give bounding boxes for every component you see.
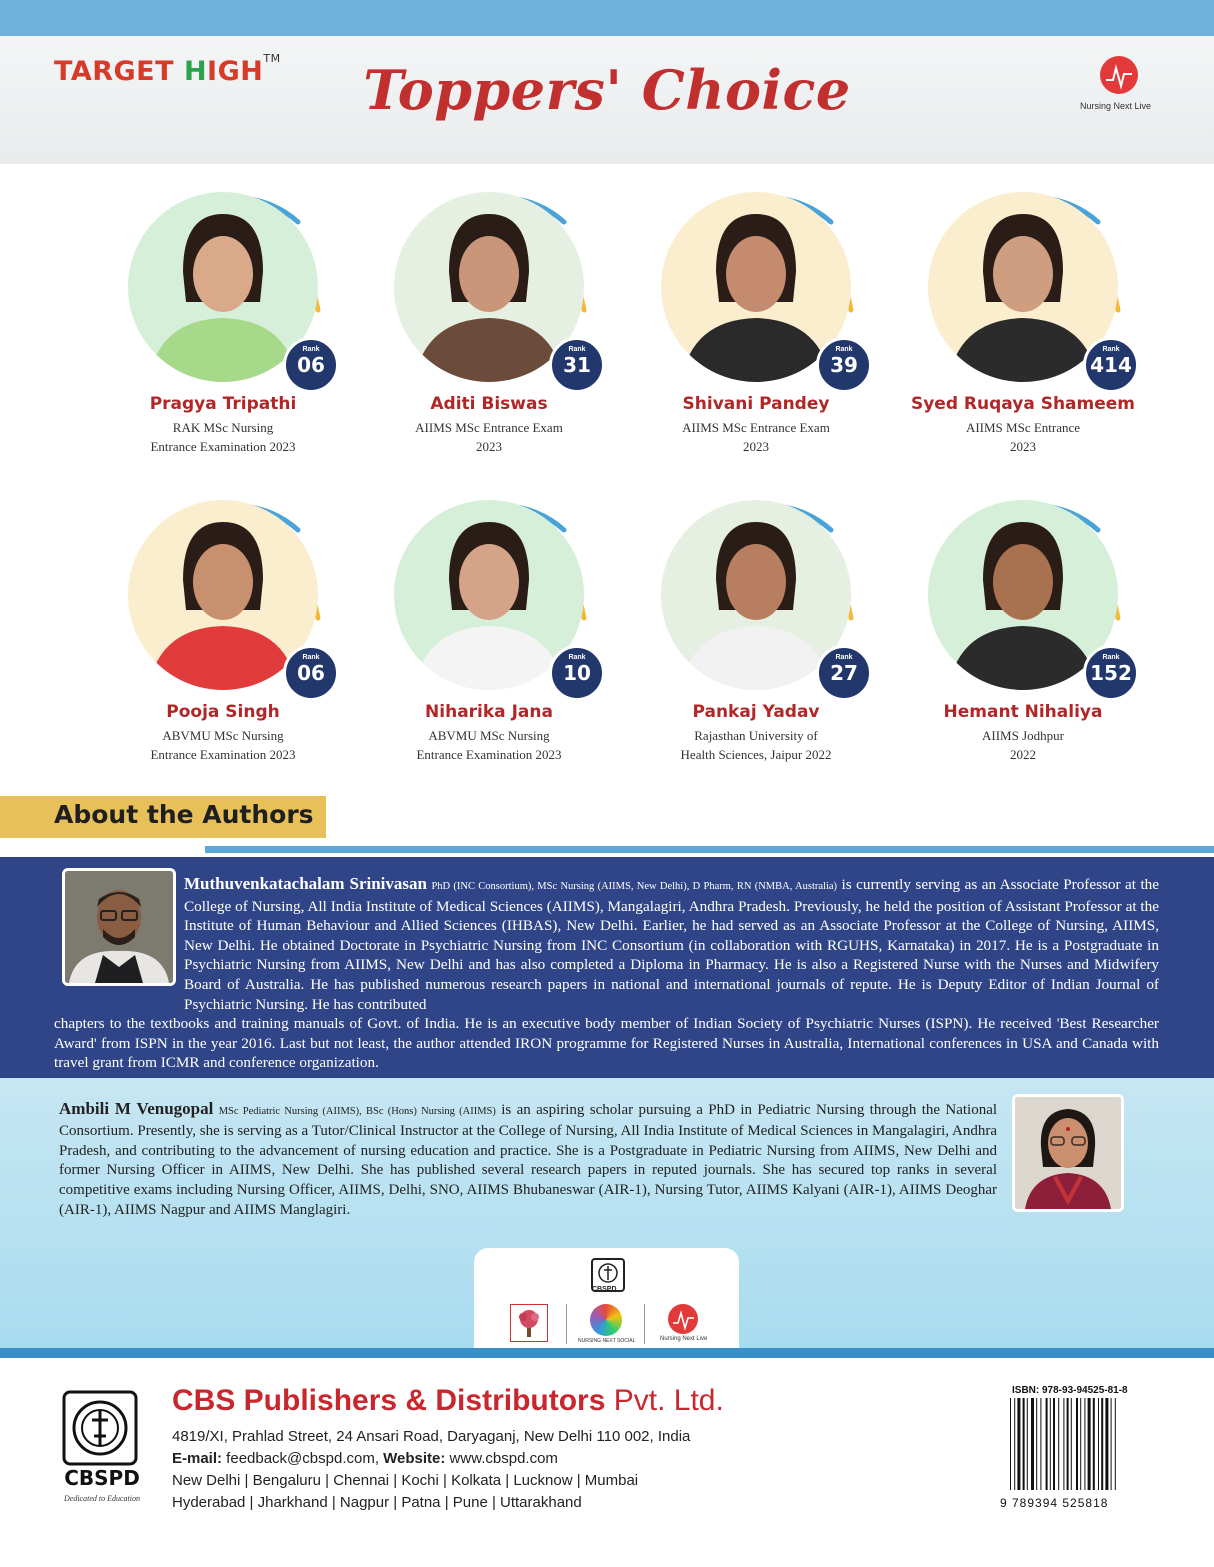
topper-exam-line2: Entrance Examination 2023 [150,439,296,454]
section-rule [205,846,1214,853]
topper-exam-line1: ABVMU MSc Nursing [428,728,550,743]
cbspd-logo-icon [62,1390,138,1466]
barcode-bar [1084,1398,1085,1490]
topper-exam-line2: 2023 [476,439,502,454]
barcode-bar [1080,1398,1081,1490]
topper-name: Pragya Tripathi [149,394,297,414]
cbspd-logo-text: CBSPD [64,1466,140,1490]
barcode-bar [1115,1398,1116,1490]
barcode-bar [1063,1398,1064,1490]
barcode-digits: 9 789394 525818 [1000,1496,1109,1510]
rank-label: Rank [568,654,586,661]
logo-text-igh: IGH [207,56,264,87]
barcode-bar [1111,1398,1112,1490]
barcode-bar [1105,1398,1108,1490]
rank-label: Rank [835,346,853,353]
topper-exam-line2: Entrance Examination 2023 [416,747,562,762]
topper-name: Syed Ruqaya Shameem [910,394,1136,414]
author2-credentials: MSc Pediatric Nursing (AIIMS), BSc (Hons) Nursing (AIIMS) [218,1106,496,1117]
rank-badge [1083,337,1139,393]
rank-value: 152 [1090,661,1132,685]
rank-label: Rank [302,346,320,353]
barcode-bar [1010,1398,1011,1490]
tree-logo-icon [510,1304,548,1342]
about-title: About the Authors [54,800,314,829]
topper-exam-line1: AIIMS MSc Entrance Exam [415,420,563,435]
topper-exam-line2: 2023 [743,439,769,454]
page-title: Toppers' Choice [363,58,851,122]
barcode-bar [1093,1398,1095,1490]
nursing-next-live-text: Nursing Next Live [1080,101,1152,111]
cities-line-1: New Delhi | Bengaluru | Chennai | Kochi | Kolkata | Lucknow | Mumbai [172,1472,639,1489]
rank-value: 10 [563,661,591,685]
rank-label: Rank [1102,346,1120,353]
topper-name: Hemant Nihaliya [943,702,1103,722]
rank-label: Rank [302,654,320,661]
barcode-bar [1040,1398,1041,1490]
trademark: TM [263,52,281,65]
logo-divider [566,1304,567,1344]
partner-logos-card [474,1248,739,1354]
barcode-bar [1098,1398,1099,1490]
rank-badge [1083,645,1139,701]
author1-bio [184,874,1159,1014]
topper-exam-line1: Rajasthan University of [694,728,818,743]
barcode-bar [1017,1398,1020,1490]
author1-name: Muthuvenkatachalam Srinivasan [184,874,427,893]
publisher-address: 4819/XI, Prahlad Street, 24 Ansari Road, Daryaganj, New Delhi 110 002, India [172,1428,691,1445]
topper-exam-line1: AIIMS MSc Entrance Exam [682,420,830,435]
topper-name: Aditi Biswas [430,394,548,414]
barcode-bar [1031,1398,1034,1490]
topper-exam-line2: 2022 [1010,747,1036,762]
rank-badge [816,337,872,393]
nursing-next-live-logo [1100,56,1138,94]
author2-bio [59,1099,997,1221]
nursing-next-social-label: NURSING NEXT SOCIAL [578,1338,636,1344]
rank-badge [283,645,339,701]
logo-text-h: H [183,56,208,87]
topper-name: Pankaj Yadav [692,702,820,722]
rank-value: 31 [563,353,591,377]
author2-photo [1012,1094,1124,1212]
barcode-bar [1046,1398,1048,1490]
footer-rule [0,1348,1214,1358]
rank-label: Rank [568,346,586,353]
nursing-next-social-icon [590,1304,622,1336]
barcode-bar [1058,1398,1059,1490]
barcode [1008,1398,1143,1494]
barcode-bar [1023,1398,1025,1490]
rank-badge [816,645,872,701]
author1-photo [62,868,176,986]
publisher-name-suffix: Pvt. Ltd. [605,1384,724,1417]
topper-exam-line1: AIIMS MSc Entrance [965,420,1081,435]
author2-name: Ambili M Venugopal [59,1099,214,1118]
publisher-contact [172,1450,558,1467]
rank-value: 27 [830,661,858,685]
isbn-label: ISBN: 978-93-94525-81-8 [1012,1385,1128,1396]
topper-exam-line1: AIIMS Jodhpur [982,728,1064,743]
email-value: feedback@cbspd.com, [222,1450,384,1467]
cities-line-2: Hyderabad | Jharkhand | Nagpur | Patna | Pune | Uttarakhand [172,1494,582,1511]
barcode-bar [1071,1398,1072,1490]
rank-value: 39 [830,353,858,377]
logo-text-target: TARGET [54,56,184,87]
barcode-bar [1036,1398,1037,1490]
topper-exam-line2: Entrance Examination 2023 [150,747,296,762]
author1-bio-text: is currently serving as an Associate Professor at the College of Nursing, All India Institute of Medical Sciences (AIIMS), Mangalagiri, Andhra Pradesh. Previously, he held the position of Assistant Professor at the Institute of Human Behaviour and Allied Sciences (IHBAS), New Delhi. Earlier, he had served as an Associate Professor at the College of Nursing, AIIMS, New Delhi. He obtained Doctorate in Psychiatric Nursing from INC Consortium (in collaboration with RGUHS, Karnataka) in 2017. He is a Postgraduate in Psychiatric Nursing from AIIMS, New Delhi and has also completed a Diploma in Pharmacy. He is also a Registered Nurse with the Nurses and Midwifery Board of Australia. He has published numerous research papers in national and international journals of repute. He is Deputy Editor of Indian Journal of Psychiatric Nursing. He has contributed [184,876,1160,1013]
nursing-next-live-small-label: Nursing Next Live [660,1336,708,1342]
barcode-bar [1088,1398,1091,1490]
rank-badge [549,337,605,393]
barcode-bar [1076,1398,1078,1490]
barcode-bar [1050,1398,1051,1490]
publisher-name-bold: CBS Publishers & Distributors [172,1384,606,1417]
rank-badge [283,337,339,393]
topper-exam-line1: ABVMU MSc Nursing [162,728,284,743]
barcode-bar [1067,1398,1069,1490]
rank-label: Rank [1102,654,1120,661]
website-value: www.cbspd.com [445,1450,558,1467]
topper-exam-line2: 2023 [1010,439,1036,454]
website-label: Website: [383,1450,446,1467]
author1-credentials: PhD (INC Consortium), MSc Nursing (AIIMS, New Delhi), D Pharm, RN (NMBA, Australia) [431,881,838,892]
rank-value: 06 [297,353,325,377]
author1-bio-continued: chapters to the textbooks and training manuals of Govt. of India. He is an executive body member of Indian Society of Psychiatric Nurses (ISPN). He received 'Best Researcher Award' from ISPN in the year 2016. Last but not least, the author attended IRON programme for Registered Nurses in Australia, International conferences in USA and Canada with travel grant from ICMR and conference organization. [54,1015,1159,1072]
publisher-name [172,1384,724,1418]
rank-value: 06 [297,661,325,685]
rank-label: Rank [835,654,853,661]
topper-exam-line1: RAK MSc Nursing [172,420,274,435]
topper-name: Shivani Pandey [682,394,830,414]
rank-value: 414 [1090,353,1132,377]
logo-divider [644,1304,645,1344]
topper-exam-line2: Health Sciences, Jaipur 2022 [680,747,832,762]
top-color-bar [0,0,1214,36]
nursing-next-live-small-icon [668,1304,698,1334]
cbspd-tagline: Dedicated to Education [64,1494,140,1503]
barcode-bar [1101,1398,1103,1490]
email-label: E-mail: [172,1450,223,1467]
barcode-bar [1014,1398,1015,1490]
barcode-bar [1053,1398,1055,1490]
topper-name: Niharika Jana [425,702,553,722]
topper-name: Pooja Singh [166,702,280,722]
rank-badge [549,645,605,701]
author2-bio-text: is an aspiring scholar pursuing a PhD in Pediatric Nursing through the National Consortium. Presently, she is serving as a Tutor/Clinical Instructor at the College of Nursing, All India Institute of Medical Sciences in Mangalagiri, Andhra Pradesh, and contributing to the advancement of nursing education and practice. She is a Postgraduate in Pediatric Nursing from AIIMS, New Delhi and former Nursing Officer in AIIMS, New Delhi. She has published several research papers in reputed journals. She has secured top ranks in several competitive exams including Nursing Officer, AIIMS, Delhi, SNO, AIIMS Bhubaneswar (AIR-1), Nursing Tutor, AIIMS Kalyani (AIR-1), AIIMS Deoghar (AIR-1), AIIMS Nagpur and AIIMS Manglagiri. [59,1102,998,1218]
cbspd-small-label: CBSPD [592,1286,617,1293]
barcode-bar [1027,1398,1028,1490]
